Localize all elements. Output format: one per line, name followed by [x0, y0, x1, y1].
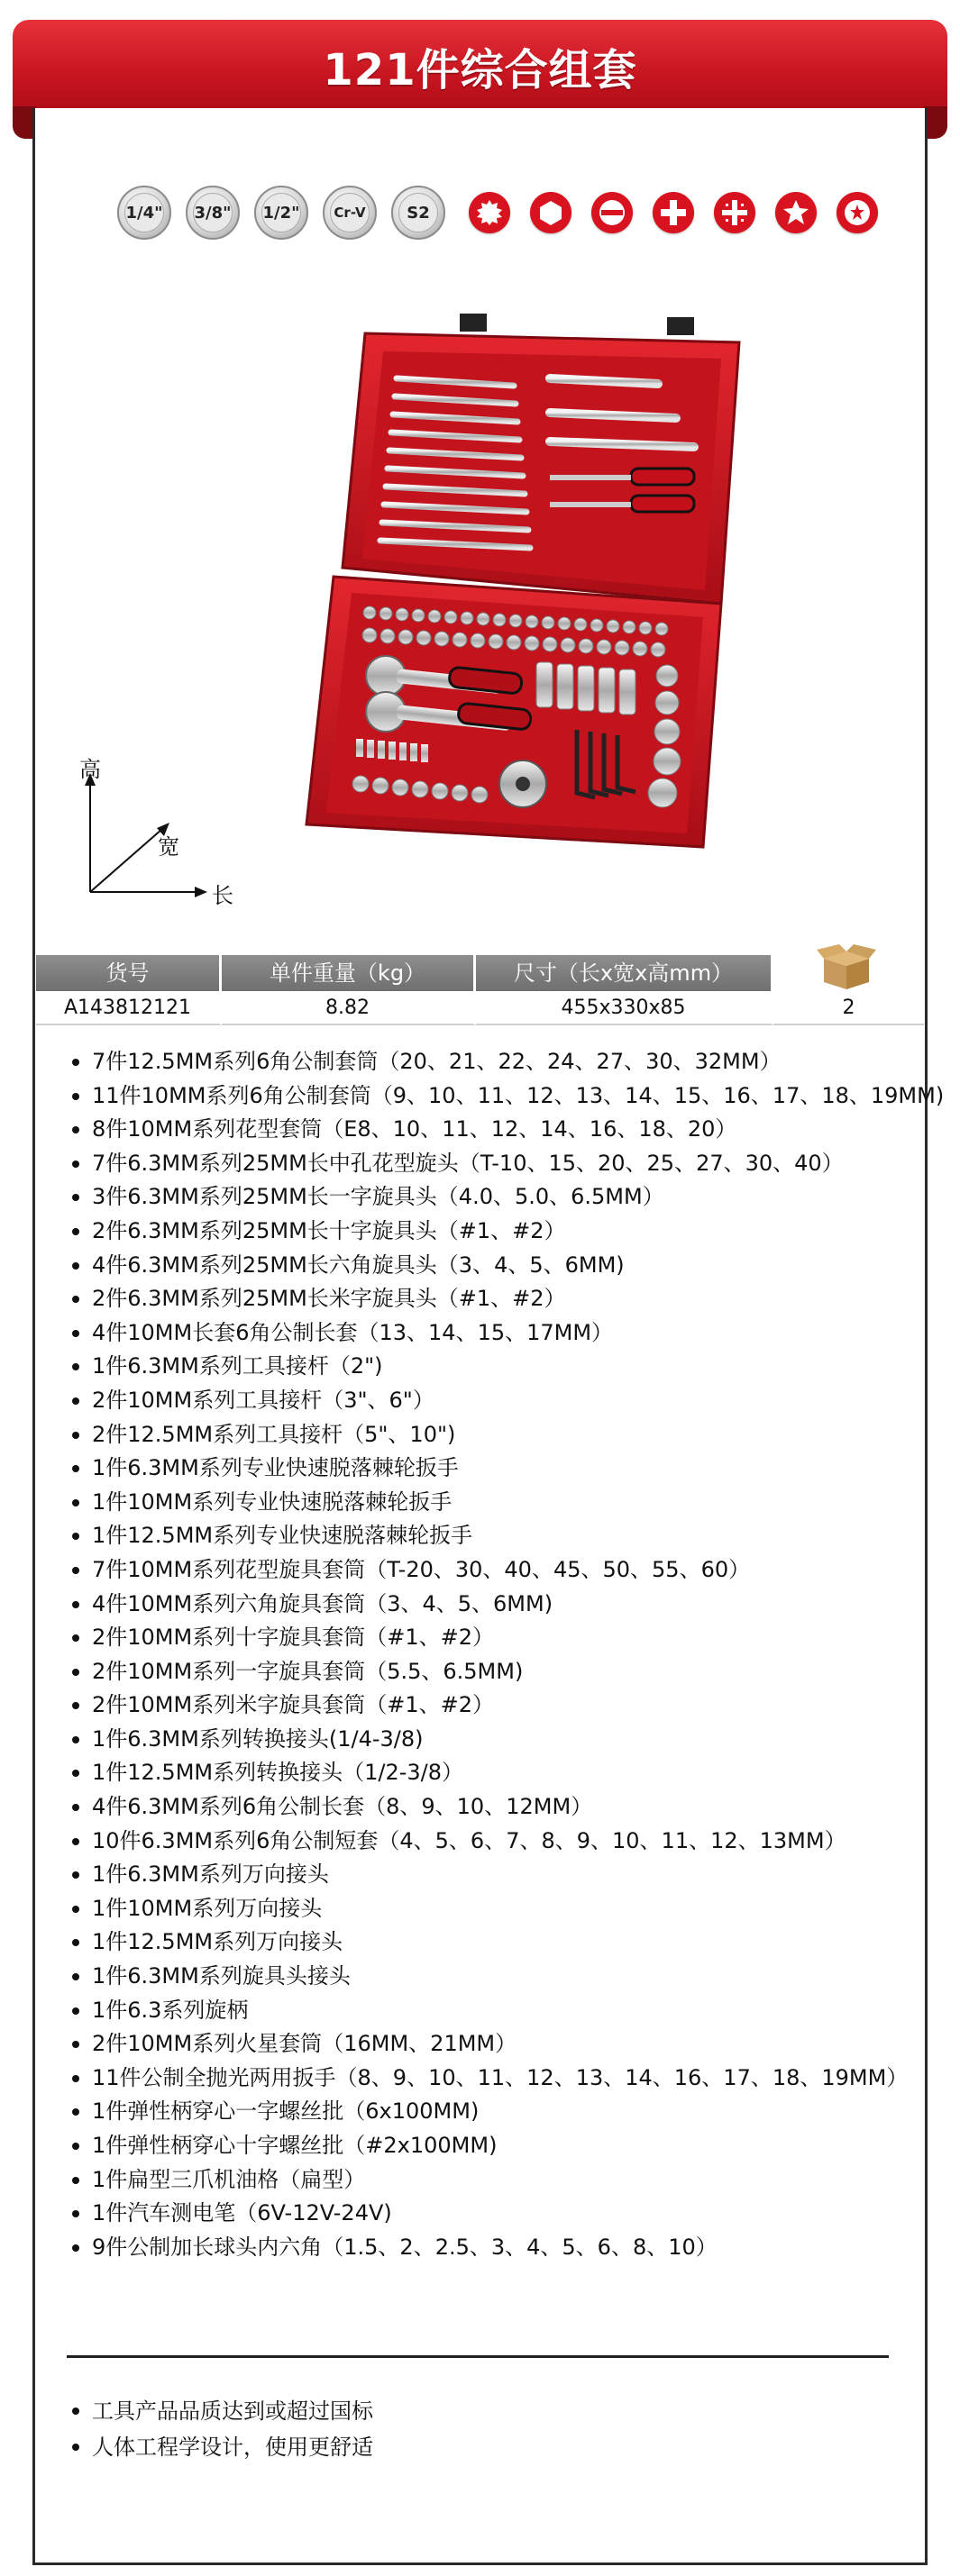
- list-item: 1件6.3系列旋柄: [72, 1994, 919, 2028]
- list-item: 2件6.3MM系列25MM长十字旋具头（#1、#2）: [72, 1215, 919, 1249]
- list-item: 11件10MM系列6角公制套筒（9、10、11、12、13、14、15、16、17、18、19MM): [72, 1079, 919, 1114]
- list-item: 1件12.5MM系列万向接头: [72, 1925, 919, 1960]
- list-item: 3件6.3MM系列25MM长一字旋具头（4.0、5.0、6.5MM）: [72, 1180, 919, 1215]
- list-item: 1件6.3MM系列工具接杆（2"): [72, 1350, 919, 1384]
- length-axis-label: 长: [212, 883, 233, 908]
- s2-material-badge: S2: [391, 186, 445, 240]
- list-item: 4件10MM长套6角公制长套（13、14、15、17MM）: [72, 1316, 919, 1351]
- star-hex-icon: [837, 192, 878, 233]
- list-item: 4件6.3MM系列25MM长六角旋具头（3、4、5、6MM): [72, 1249, 919, 1283]
- bit-head-icons: [469, 189, 878, 236]
- list-item: 9件公制加长球头内六角（1.5、2、2.5、3、4、5、6、8、10）: [72, 2231, 919, 2265]
- spec-table-row: [36, 991, 924, 1025]
- feature-notes: [72, 2393, 883, 2465]
- component-list: [72, 1045, 945, 2264]
- spec-table: [36, 955, 924, 1025]
- spec-table-header: [36, 955, 924, 991]
- list-item: 2件6.3MM系列25MM长米字旋具头（#1、#2）: [72, 1282, 919, 1316]
- list-item: 1件6.3MM系列万向接头: [72, 1858, 919, 1892]
- list-item: 4件10MM系列六角旋具套筒（3、4、5、6MM): [72, 1588, 919, 1622]
- list-item: 1件弹性柄穿心一字螺丝批（6x100MM): [72, 2095, 919, 2129]
- list-item: 2件10MM系列工具接杆（3"、6"）: [72, 1384, 919, 1418]
- list-item: 1件12.5MM系列专业快速脱落棘轮扳手: [72, 1519, 919, 1553]
- note-item: 工具产品品质达到或超过国标: [72, 2393, 883, 2429]
- list-item: 2件10MM系列火星套筒（16MM、21MM）: [72, 2027, 919, 2062]
- width-axis-label: 宽: [158, 834, 179, 860]
- list-item: 2件10MM系列十字旋具套筒（#1、#2）: [72, 1621, 919, 1655]
- carton-qty-cell: 2: [773, 991, 924, 1025]
- unit-weight-cell: 8.82: [222, 991, 476, 1025]
- hexagon-icon: [530, 192, 571, 233]
- list-item: 10件6.3MM系列6角公制短套（4、5、6、7、8、9、10、11、12、13MM）: [72, 1825, 919, 1859]
- item-number-cell: A143812121: [36, 991, 222, 1025]
- header-item-number: 货号: [36, 955, 222, 991]
- height-axis-label: 高: [79, 757, 101, 782]
- list-item: 7件6.3MM系列25MM长中孔花型旋头（T-10、15、20、25、27、30、40）: [72, 1147, 919, 1181]
- carton-box-icon: [817, 942, 876, 991]
- list-item: 7件12.5MM系列6角公制套筒（20、21、22、24、27、30、32MM）: [72, 1045, 919, 1079]
- list-item: 1件10MM系列万向接头: [72, 1892, 919, 1926]
- three-eighths-inch-badge: 3/8": [186, 186, 240, 240]
- list-item: 7件10MM系列花型旋具套筒（T-20、30、40、45、50、55、60）: [72, 1553, 919, 1588]
- note-item: 人体工程学设计，使用更舒适: [72, 2429, 883, 2465]
- phillips-icon: [653, 192, 694, 233]
- header-dimensions: 尺寸（长x宽x高mm）: [476, 955, 773, 991]
- list-item: 8件10MM系列花型套筒（E8、10、11、12、14、16、18、20）: [72, 1113, 919, 1147]
- header-carton: [773, 955, 924, 991]
- list-item: 1件弹性柄穿心十字螺丝批（#2x100MM): [72, 2129, 919, 2163]
- list-item: 1件6.3MM系列旋具头接头: [72, 1960, 919, 1994]
- dimension-axis-diagram: [63, 757, 243, 910]
- pozidriv-icon: [714, 192, 755, 233]
- list-item: 1件12.5MM系列转换接头（1/2-3/8）: [72, 1756, 919, 1790]
- half-inch-badge: 1/2": [254, 186, 308, 240]
- list-item: 1件扁型三爪机油格（扁型）: [72, 2163, 919, 2198]
- list-item: 1件10MM系列专业快速脱落棘轮扳手: [72, 1486, 919, 1520]
- quarter-inch-badge: 1/4": [117, 186, 171, 240]
- twelve-point-icon: [469, 192, 510, 233]
- torx-icon: [775, 192, 817, 233]
- section-divider: [67, 2355, 889, 2358]
- list-item: 2件10MM系列一字旋具套筒（5.5、6.5MM): [72, 1655, 919, 1689]
- slotted-icon: [591, 192, 633, 233]
- crv-material-badge: Cr-V: [323, 186, 377, 240]
- page-title: 121件综合组套: [323, 45, 637, 96]
- list-item: 1件汽车测电笔（6V-12V-24V): [72, 2197, 919, 2231]
- list-item: 1件6.3MM系列专业快速脱落棘轮扳手: [72, 1452, 919, 1486]
- drive-size-badges: [117, 186, 445, 240]
- header-unit-weight: 单件重量（kg）: [222, 955, 476, 991]
- list-item: 4件6.3MM系列6角公制长套（8、9、10、12MM）: [72, 1790, 919, 1825]
- list-item: 1件6.3MM系列转换接头(1/4-3/8): [72, 1723, 919, 1757]
- list-item: 11件公制全抛光两用扳手（8、9、10、11、12、13、14、16、17、18、19MM）: [72, 2062, 919, 2096]
- list-item: 2件12.5MM系列工具接杆（5"、10"): [72, 1418, 919, 1452]
- dimensions-cell: 455x330x85: [476, 991, 773, 1025]
- header-banner: [13, 20, 947, 121]
- toolbox-product-image: [279, 306, 748, 856]
- list-item: 2件10MM系列米字旋具套筒（#1、#2）: [72, 1689, 919, 1723]
